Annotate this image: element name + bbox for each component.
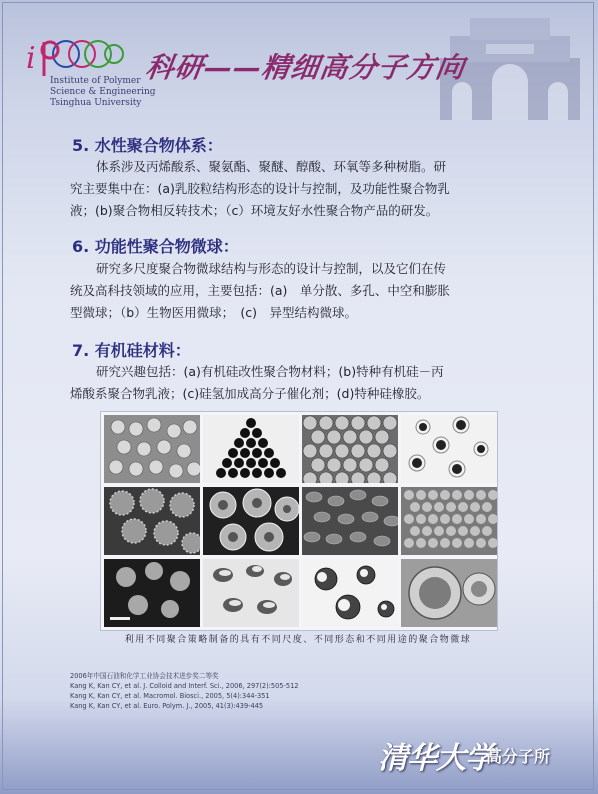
section-6-line-1: 研究多尺度聚合物微球结构与形态的设计与控制，以及它们在传 (96, 261, 447, 276)
section-7-line-1: 研究兴趣包括：(a)有机硅改性聚合物材料；(b)特种有机硅－丙 (96, 364, 444, 379)
reference-1: Kang K, Kan CY, et al. J. Colloid and Interf. Sci., 2006, 297(2):505-512 (70, 682, 299, 690)
section-body-5 (70, 156, 530, 222)
reference-award: 2006年中国石油和化学工业协会技术进步奖二等奖 (70, 672, 219, 680)
institute-name (50, 76, 156, 109)
micrograph-4 (401, 415, 497, 483)
page-title: 科研——精细高分子方向 (143, 51, 468, 84)
section-6-line-2: 统及高科技领域的应用，主要包括：(a) 单分散、多孔、中空和膨胀 (70, 283, 450, 298)
department-name: 高分子所 (486, 747, 551, 766)
micrograph-2 (203, 415, 299, 483)
micrograph-7 (302, 487, 398, 555)
section-title-5: 5. 水性聚合物体系： (72, 136, 223, 155)
section-5-line-2: 究主要集中在：(a)乳胶粒结构形态的设计与控制，及功能性聚合物乳 (70, 181, 450, 196)
section-7-line-2: 烯酸系聚合物乳液；(c)硅氢加成高分子催化剂；(d)特种硅橡胶。 (70, 386, 430, 401)
micrograph-6 (203, 487, 299, 555)
institute-line-2: Science & Engineering (50, 87, 156, 97)
reference-3: Kang K, Kan CY, et al. Euro. Polym. J., 2005, 41(3):439-445 (70, 702, 264, 710)
section-title-7: 7. 有机硅材料： (72, 341, 191, 360)
svg-text:i: i (26, 41, 36, 76)
micrograph-1 (104, 415, 200, 483)
institute-line-3: Tsinghua University (50, 98, 142, 108)
micrograph-10 (203, 559, 299, 627)
micrograph-grid (100, 411, 498, 631)
reference-2: Kang K, Kan CY, et al. Macromol. Biosci., 2005, 5(4):344-351 (70, 692, 270, 700)
section-title-6: 6. 功能性聚合物微球： (72, 237, 239, 256)
section-5-line-1: 体系涉及丙烯酸系、聚氨酯、聚醚、醇酸、环氧等多种树脂。研 (96, 159, 447, 174)
section-body-6 (70, 258, 530, 324)
institute-line-1: Institute of Polymer (50, 76, 141, 86)
micrograph-11 (302, 559, 398, 627)
section-body-7 (70, 361, 530, 405)
figure-caption: 利用不同聚合策略制备的具有不同尺度、不同形态和不同用途的聚合物微球 (124, 635, 472, 645)
micrograph-8 (401, 487, 497, 555)
section-6-line-3: 型微球；（b）生物医用微球； (c) 异型结构微球。 (70, 305, 358, 320)
tsinghua-calligraphy-logo: 清华大学 (378, 741, 494, 776)
micrograph-3 (302, 415, 398, 483)
micrograph-9 (104, 559, 200, 627)
micrograph-12 (401, 559, 497, 627)
references (70, 671, 298, 711)
section-5-line-3: 液；(b)聚合物相反转技术；（c）环境友好水性聚合物产品的研发。 (70, 203, 439, 218)
micrograph-5 (104, 487, 200, 555)
